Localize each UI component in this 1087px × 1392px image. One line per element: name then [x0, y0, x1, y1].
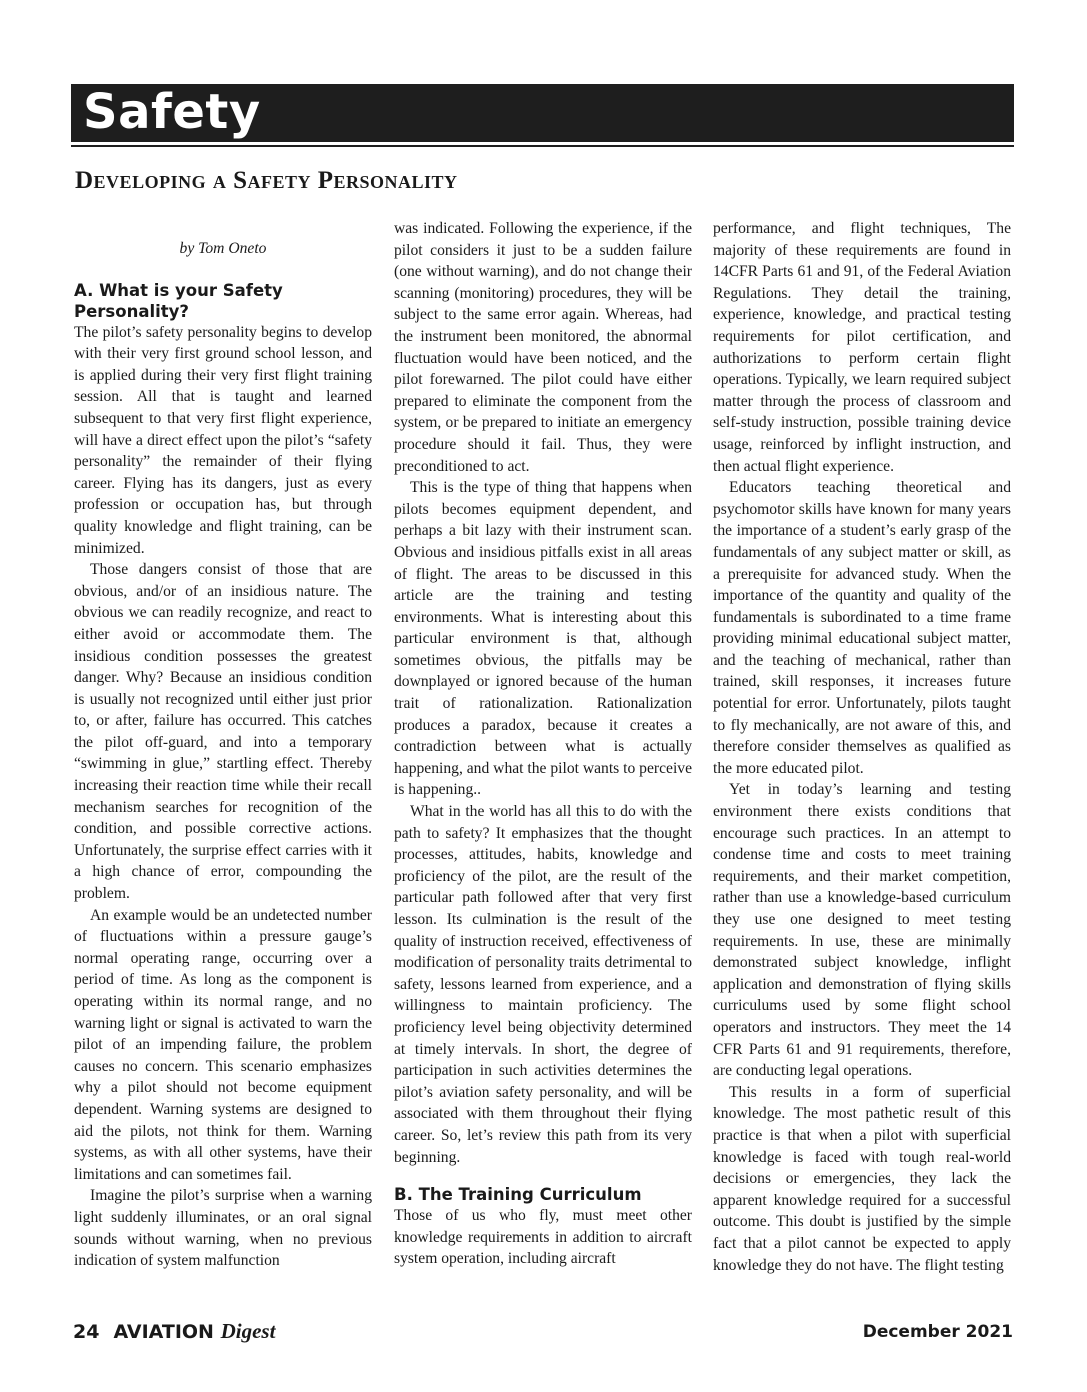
magazine-name-digest: Digest	[220, 1319, 276, 1343]
text-column-3	[713, 218, 1011, 1276]
section-heading-a: A. What is your Safety Personality?	[74, 280, 283, 321]
page-number: 24	[73, 1321, 100, 1343]
byline: by Tom Oneto	[179, 240, 267, 257]
paragraph: Yet in today’s learning and testing environment there exists conditions that encourage such practices. In an attempt to condense time and costs to meet training requirements, and their market competition, rather than use a knowledge-based curriculum they use one designed to meet testing requirements. In use, these are minimally demonstrated subject knowledge, inflight application and demonstration of flying skills curriculums used by some flight school operators and instructors. They meet the 14 CFR Parts 61 and 91 requirements, therefore, are conducting legal operations.	[713, 781, 1011, 1080]
banner-divider	[71, 145, 1014, 147]
article-title: Developing a Safety Personality	[75, 167, 458, 194]
paragraph: Those of us who fly, must meet other knowledge requirements in addition to aircraft system operation, including aircraft	[394, 1207, 692, 1268]
paragraph: What in the world has all this to do with the path to safety? It emphasizes that the thought processes, attitudes, habits, knowledge and proficiency of the pilot, are the result of the particular path followed after that very first lesson. Its culmination is the result of the quality of instruction received, effectiveness of modification of personality traits detrimental to safety, lessons learned from experience, and a willingness to maintain proficiency. The proficiency level being objectivity determined at timely intervals. In short, the degree of participation in such activities determines the pilot’s aviation safety personality, and will be associated with them throughout their flying career. So, let’s review this path from its very beginning.	[394, 803, 692, 1166]
text-column-1	[74, 218, 372, 1272]
paragraph: The pilot’s safety personality begins to develop with their very first ground school lesson, and is applied during their very first flight training session. All that is taught and learned subsequent to that very first flight experience, will have a direct effect upon the pilot’s “safety personality” the remainder of their flying career. Flying has its dangers, just as every profession or occupation has, but through quality knowledge and flight training, can be minimized.	[74, 323, 372, 557]
paragraph: performance, and flight techniques, The majority of these requirements are found in 14CFR Parts 61 and 91, of the Federal Aviation Regulations. They detail the training, experience, knowledge, and practical testing requirements for pilot certification, and authorizations to perform certain flight operations. Typically, we learn required subject matter through the process of classroom and self-study instruction, possible training device usage, reinforced by inflight instruction, and then actual flight experience.	[713, 220, 1011, 475]
issue-date: December 2021	[862, 1322, 1013, 1342]
section-banner	[71, 84, 1014, 142]
paragraph: Educators teaching theoretical and psychomotor skills have known for many years the importance of a student’s early grasp of the fundamentals of any subject matter or skill, as a prerequisite for advanced study. When the importance of the quantity and quality of the fundamentals is subordinated to a time frame providing minimal educational subject matter, and the teaching of mechanical, rather than trained, skill responses, it increases future potential for error. Unfortunately, pilots taught to fly mechanically, are not aware of this, and therefore consider themselves as qualified as the more educated pilot.	[713, 479, 1011, 777]
paragraph: An example would be an undetected number of fluctuations within a pressure gauge’s normal operating range, occurring over a period of time. As long as the component is operating within its normal range, and no warning light or signal is activated to warn the pilot of an impending failure, the problem causes no concern. This scenario emphasizes why a pilot should not become equipment dependent. Warning systems are designed to aid the pilots, not think for them. Warning systems, as with all other systems, have their limitations and can sometimes fail.	[74, 906, 372, 1183]
paragraph: Imagine the pilot’s surprise when a warning light suddenly illuminates, or an oral signal sounds without warning, when no previous indication of system malfunction	[74, 1187, 372, 1270]
magazine-name: AVIATION	[113, 1321, 214, 1343]
section-title: Safety	[83, 84, 261, 140]
paragraph: Those dangers consist of those that are obvious, and/or of an insidious nature. The obvious we can readily recognize, and react to either avoid or accommodate them. The insidious condition possesses the greatest danger. Why? Because an insidious condition is usually not recognized until either just prior to, or after, failure has occurred. This catches the pilot off-guard, and into a temporary “swimming in glue,” startling effect. Thereby increasing their reaction time while their recall mechanism searches for recognition of the condition, and possible corrective actions. Unfortunately, the surprise effect carries with it a high chance of error, compounding the problem.	[74, 561, 372, 903]
footer-folio	[73, 1318, 275, 1345]
paragraph: This is the type of thing that happens when pilots becomes equipment dependent, and perhaps a bit lazy with their instrument scan. Obvious and insidious pitfalls exist in all areas of flight. The areas to be discussed in this article are the training and testing environments. What is interesting about this particular environment is that, although sometimes obvious, the pitfalls may be downplayed or ignored because of the human trait of rationalization. Rationalization produces a paradox, because it creates a contradiction between what is actually happening, and what the pilot wants to perceive is happening..	[394, 479, 692, 799]
paragraph: was indicated. Following the experience, if the pilot considers it just to be a sudden failure (one without warning), and do not change their scanning (monitoring) procedures, they will be subject to the same error again. Whereas, had the instrument been monitored, the abnormal fluctuation would have been noticed, and the pilot forewarned. The pilot could have either prepared to eliminate the component from the system, or be prepared to initiate an emergency procedure should it fail. Thus, they were preconditioned to act.	[394, 220, 692, 475]
paragraph: This results in a form of superficial knowledge. The most pathetic result of this practice is that when a pilot with superficial knowledge is faced with tough real-world decisions or emergencies, they lack the apparent knowledge required for a successful outcome. This doubt is justified by the simple fact that a pilot cannot be expected to apply knowledge they do not have. The flight testing	[713, 1083, 1011, 1274]
section-heading-b: B. The Training Curriculum	[394, 1185, 642, 1205]
text-column-2	[394, 218, 692, 1270]
